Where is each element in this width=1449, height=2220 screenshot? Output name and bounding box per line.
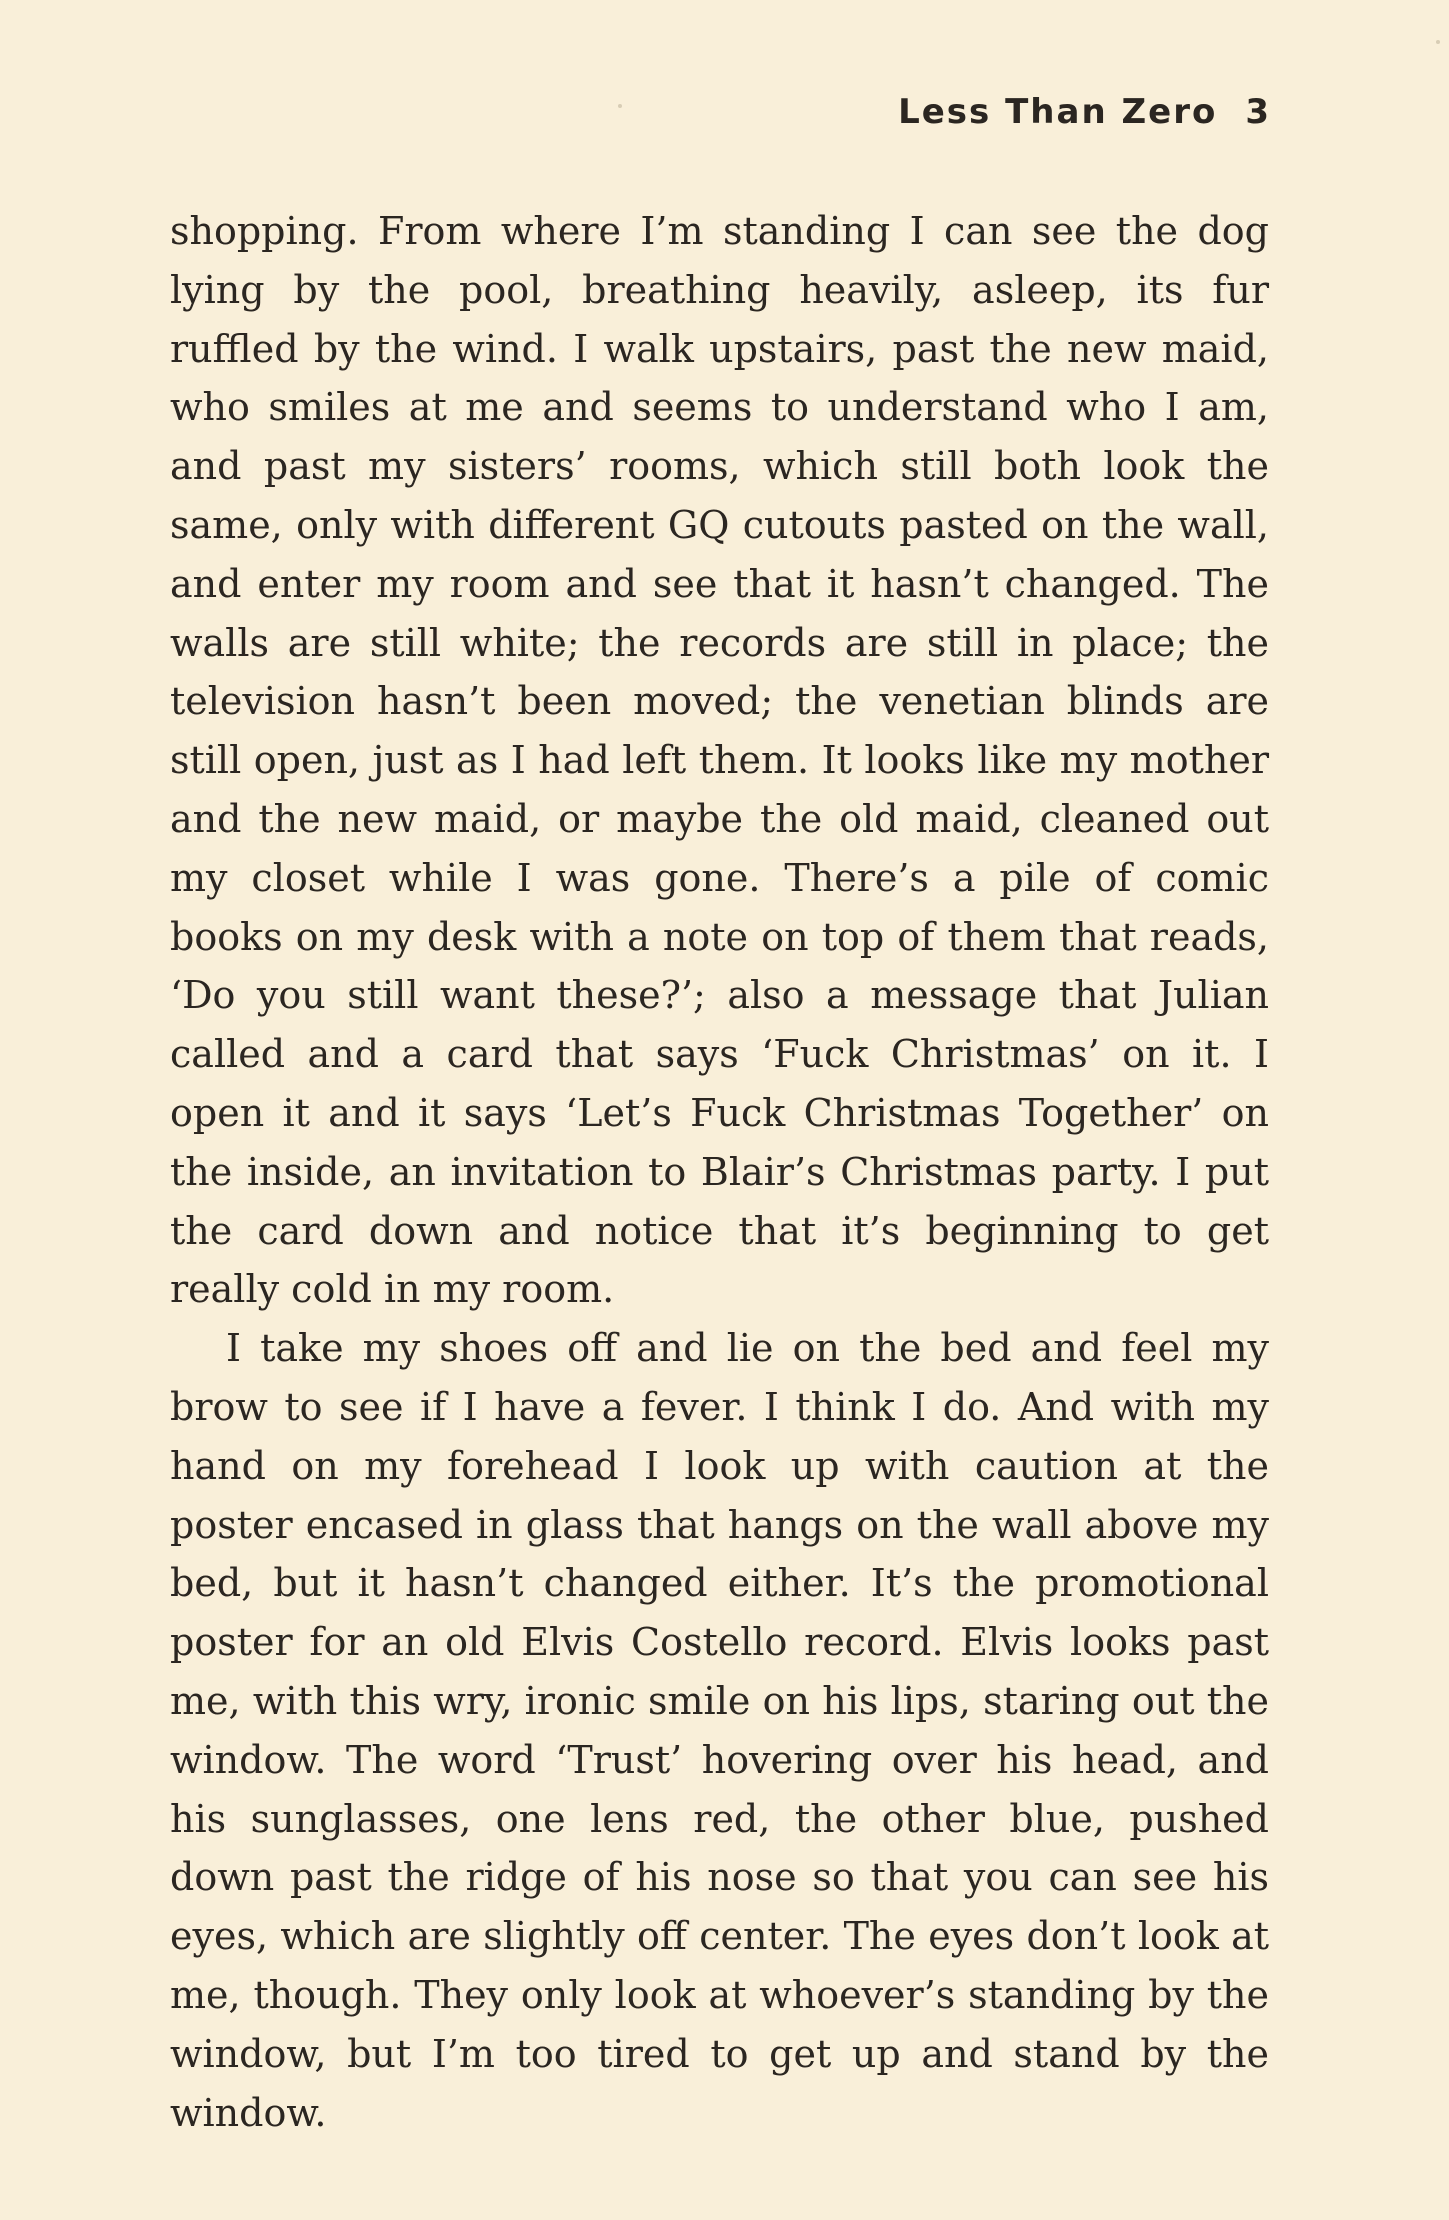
body-text [170, 202, 1269, 2142]
page-number: 3 [1245, 92, 1271, 132]
book-title: Less Than Zero [898, 92, 1218, 132]
paragraph-2: I take my shoes off and lie on the bed and feel my brow to see if I have a fever. I think I do. And with my hand on my forehead I look up with caution at the poster encased in glass that hangs on the wall above my bed, but it hasn’t changed either. It’s the promotional poster for an old Elvis Costello record. Elvis looks past me, with this wry, ironic smile on his lips, staring out the window. The word ‘Trust’ hovering over his head, and his sunglasses, one lens red, the other blue, pushed down past the ridge of his nose so that you can see his eyes, which are slightly off center. The eyes don’t look at me, though. They only look at whoever’s standing by the window, but I’m too tired to get up and stand by the window. [170, 1326, 1269, 2135]
running-header [898, 92, 1271, 132]
paper-speck [618, 104, 622, 108]
paper-speck [1436, 40, 1440, 44]
paragraph-1: shopping. From where I’m standing I can see the dog lying by the pool, breathing heavily, asleep, its fur ruffled by the wind. I walk upstairs, past the new maid, who smiles at me and seems to understand who I am, and past my sisters’ rooms, which still both look the same, only with different GQ cutouts pasted on the wall, and enter my room and see that it hasn’t changed. The walls are still white; the records are still in place; the television hasn’t been moved; the venetian blinds are still open, just as I had left them. It looks like my mother and the new maid, or maybe the old maid, cleaned out my closet while I was gone. There’s a pile of comic books on my desk with a note on top of them that reads, ‘Do you still want these?’; also a message that Julian called and a card that says ‘Fuck Christmas’ on it. I open it and it says ‘Let’s Fuck Christmas Together’ on the inside, an invitation to Blair’s Christmas party. I put the card down and notice that it’s beginning to get really cold in my room. [170, 209, 1269, 1312]
